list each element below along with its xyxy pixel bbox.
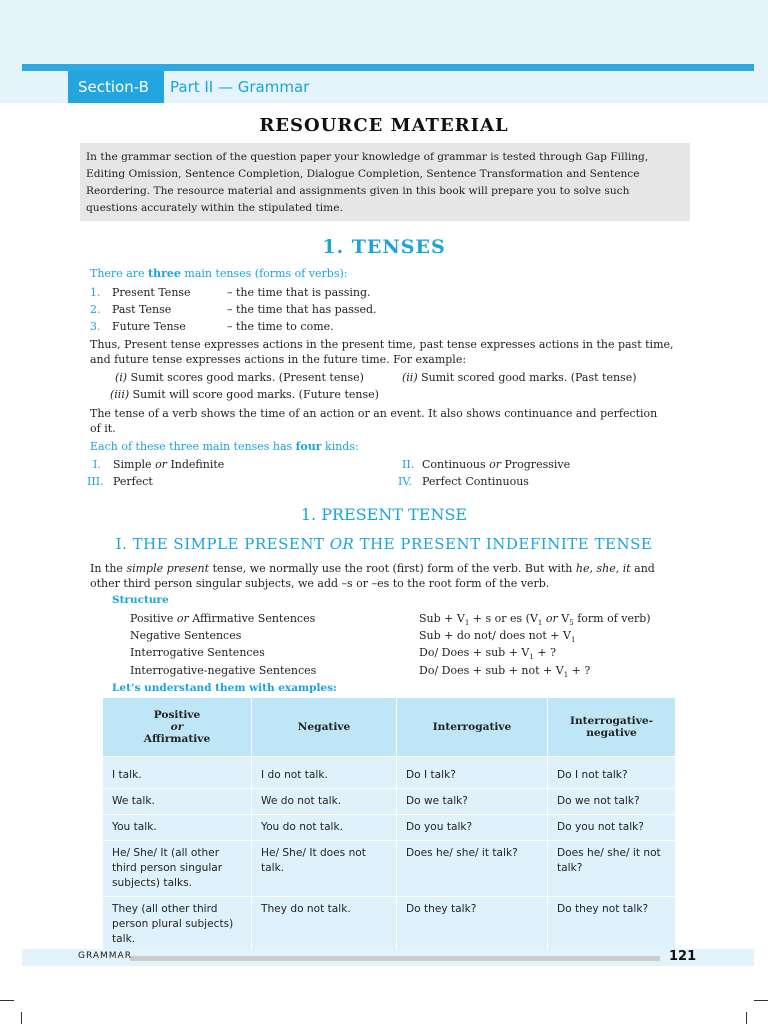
page-title: RESOURCE MATERIAL <box>259 115 509 136</box>
table-cell: We talk. <box>103 789 252 815</box>
part-title: Part II — Grammar <box>170 78 310 96</box>
paragraph-line: In the simple present tense, we normally use the root (first) form of the verb. But with he, she, it and <box>90 562 655 575</box>
table-cell: You do not talk. <box>252 815 397 841</box>
tenses-heading: 1. TENSES <box>322 236 446 258</box>
present-tense-heading: 1. PRESENT TENSE <box>300 505 468 524</box>
table-header-row <box>103 698 676 757</box>
example-item: (i) Sumit scores good marks. (Present tense) <box>115 371 364 384</box>
table-cell: Does he/ she/ it not talk? <box>548 841 676 897</box>
example-item: (ii) Sumit scored good marks. (Past tense) <box>402 371 637 384</box>
simple-present-heading: I. THE SIMPLE PRESENT OR THE PRESENT INDEFINITE TENSE <box>115 535 653 553</box>
footer-label: GRAMMAR <box>78 951 132 961</box>
kind-item: III. Perfect <box>87 475 153 488</box>
examples-label: Let’s understand them with examples: <box>112 682 337 694</box>
table-cell: They do not talk. <box>252 897 397 953</box>
page-number: 121 <box>669 949 697 964</box>
table-cell: They (all other third person plural subjects) talk. <box>103 897 252 953</box>
kind-item: IV. Perfect Continuous <box>398 475 529 488</box>
example-item: (iii) Sumit will score good marks. (Future tense) <box>110 388 379 401</box>
column-header-interrogative: Interrogative <box>397 698 548 757</box>
kinds-lead: Each of these three main tenses has four kinds: <box>90 440 359 453</box>
table-row <box>103 897 676 953</box>
tenses-lead: There are three main tenses (forms of verbs): <box>90 267 348 280</box>
paragraph-line: Thus, Present tense expresses actions in the present time, past tense expresses actions in the past time, <box>90 338 674 351</box>
table-row <box>103 757 676 789</box>
paragraph-line: and future tense expresses actions in the future time. For example: <box>90 353 467 366</box>
table-cell: I do not talk. <box>252 757 397 789</box>
paragraph-line: other third person singular subjects, we add –s or –es to the root form of the verb. <box>90 577 550 590</box>
table-cell: Do we not talk? <box>548 789 676 815</box>
paragraph-line: of it. <box>90 422 116 435</box>
table-cell: Do I talk? <box>397 757 548 789</box>
section-label: Section-B <box>78 78 149 96</box>
table-cell: We do not talk. <box>252 789 397 815</box>
structure-formula: Sub + $V_1 + s$ or es ($V_1$ or $V_5$ form of verb) <box>419 612 651 628</box>
footer-rule <box>130 956 660 961</box>
paragraph-line: The tense of a verb shows the time of an action or an event. It also shows continuance and perfection <box>90 407 658 420</box>
table-row <box>103 841 676 897</box>
table-cell: Does he/ she/ it talk? <box>397 841 548 897</box>
crop-mark <box>0 1000 14 1001</box>
kind-item: I. Simple or Indefinite <box>93 458 225 471</box>
table-cell: Do I not talk? <box>548 757 676 789</box>
table-cell: Do they not talk? <box>548 897 676 953</box>
examples-table <box>102 697 676 953</box>
crop-mark <box>21 1012 22 1024</box>
structure-label-item: Interrogative Sentences <box>130 646 265 659</box>
table-cell: Do you talk? <box>397 815 548 841</box>
section-tab <box>68 71 164 103</box>
kind-item: II. Continuous or Progressive <box>402 458 571 471</box>
intro-text: In the grammar section of the question paper your knowledge of grammar is tested through Gap Filling, Editing Omission, Sentence Completion, Dialogue Completion, Sentence Transformation and Sentence Reordering. The resource material and assignments given in this book will prepare you to solve such questions accurately within the stipulated time. <box>86 151 649 214</box>
structure-label-item: Negative Sentences <box>130 629 242 642</box>
tense-item: 1. Present Tense – the time that is passing. <box>90 286 371 299</box>
table-cell: Do you not talk? <box>548 815 676 841</box>
structure-formula: Sub + do not/ does not + $V_1$ <box>419 629 576 645</box>
table-cell: Do we talk? <box>397 789 548 815</box>
table-cell: He/ She/ It (all other third person singular subjects) talks. <box>103 841 252 897</box>
table-cell: Do they talk? <box>397 897 548 953</box>
table-row <box>103 789 676 815</box>
table-cell: I talk. <box>103 757 252 789</box>
structure-label-item: Interrogative-negative Sentences <box>130 664 317 677</box>
crop-mark <box>746 1012 747 1024</box>
section-strip <box>22 64 754 71</box>
table-cell: He/ She/ It does not talk. <box>252 841 397 897</box>
structure-formula: Do/ Does + sub + not + $V_1$ + ? <box>419 664 591 680</box>
structure-label-item: Positive or Affirmative Sentences <box>130 612 316 625</box>
tense-item: 3. Future Tense – the time to come. <box>90 320 334 333</box>
intro-box <box>80 143 690 221</box>
structure-label: Structure <box>112 594 169 606</box>
tense-item: 2. Past Tense – the time that has passed. <box>90 303 377 316</box>
column-header-positive: Positive or Affirmative <box>103 698 252 757</box>
column-header-negative: Negative <box>252 698 397 757</box>
column-header-interrogative-negative: Interrogative- negative <box>548 698 676 757</box>
crop-mark <box>754 1000 768 1001</box>
structure-formula: Do/ Does + sub + $V_1$ + ? <box>419 646 556 662</box>
table-row <box>103 815 676 841</box>
table-cell: You talk. <box>103 815 252 841</box>
